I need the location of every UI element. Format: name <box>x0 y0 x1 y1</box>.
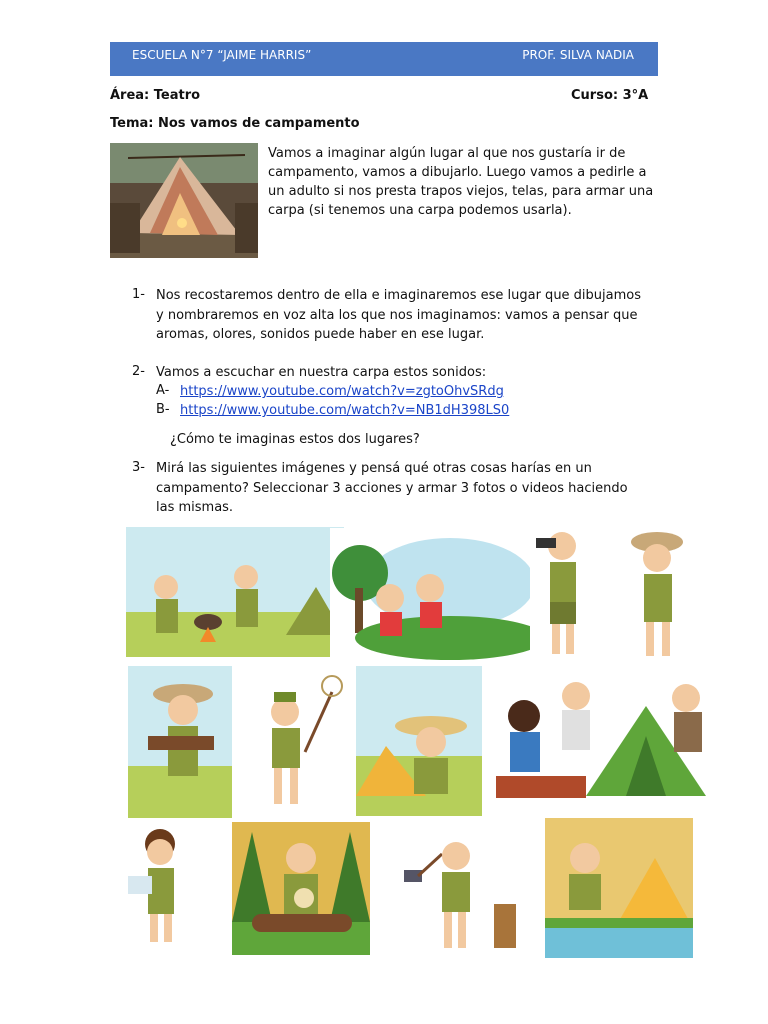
butterfly-net-kid-illustration <box>250 672 345 812</box>
explorer-hat-kid-illustration <box>622 524 697 664</box>
intro-paragraph: Vamos a imaginar algún lugar al que nos gustaría ir de campamento, vamos a dibujarlo. Luego vamos a pedirle a un adulto si nos presta trapos viejos, telas, para armar una carpa (si tenemos una carpa podemos usarla). <box>268 146 654 218</box>
item-2-text: Vamos a escuchar en nuestra carpa estos sonidos: <box>156 365 487 380</box>
link-a[interactable]: https://www.youtube.com/watch?v=zgtoOhvSRdg <box>180 384 504 399</box>
tent-photo <box>110 143 258 258</box>
teacher-name: PROF. SILVA NADIA <box>522 48 634 62</box>
kids-hiking-illustration <box>330 528 535 660</box>
item-1-number: 1- <box>132 287 145 302</box>
header-banner <box>110 42 658 76</box>
item-3-number: 3- <box>132 460 145 475</box>
link-a-letter: A- <box>156 383 170 398</box>
lakeside-tent-kid-illustration <box>545 818 693 958</box>
school-name: ESCUELA N°7 “JAIME HARRIS” <box>132 48 312 62</box>
item-2-number: 2- <box>132 364 145 379</box>
tent-building-kid-illustration <box>356 666 482 816</box>
course-label: Curso: 3°A <box>571 88 649 103</box>
banjo-kid-illustration <box>232 822 370 955</box>
map-girl-illustration <box>120 826 195 948</box>
chopping-wood-kid-illustration <box>398 828 524 956</box>
topic-label: Tema: Nos vamos de campamento <box>110 116 360 131</box>
friends-tent-illustration <box>496 676 726 808</box>
link-b[interactable]: https://www.youtube.com/watch?v=NB1dH398LS0 <box>180 403 510 418</box>
link-b-letter: B- <box>156 402 170 417</box>
cooking-campfire-illustration <box>126 527 344 657</box>
area-label: Área: Teatro <box>110 88 201 103</box>
binoculars-kid-illustration <box>530 524 590 660</box>
item-1-text: Nos recostaremos dentro de ella e imaginaremos ese lugar que dibujamos y nombraremos en voz alta los que nos imaginamos: vamos a pensar que aromas, olores, sonidos puede haber en ese lugar. <box>156 288 642 342</box>
item-3-text: Mirá las siguientes imágenes y pensá qué otras cosas harías en un campamento? Seleccionar 3 acciones y armar 3 fotos o videos haciendo las mismas. <box>156 461 628 515</box>
firewood-kid-illustration <box>128 666 232 818</box>
item-2-question: ¿Cómo te imaginas estos dos lugares? <box>170 432 420 447</box>
